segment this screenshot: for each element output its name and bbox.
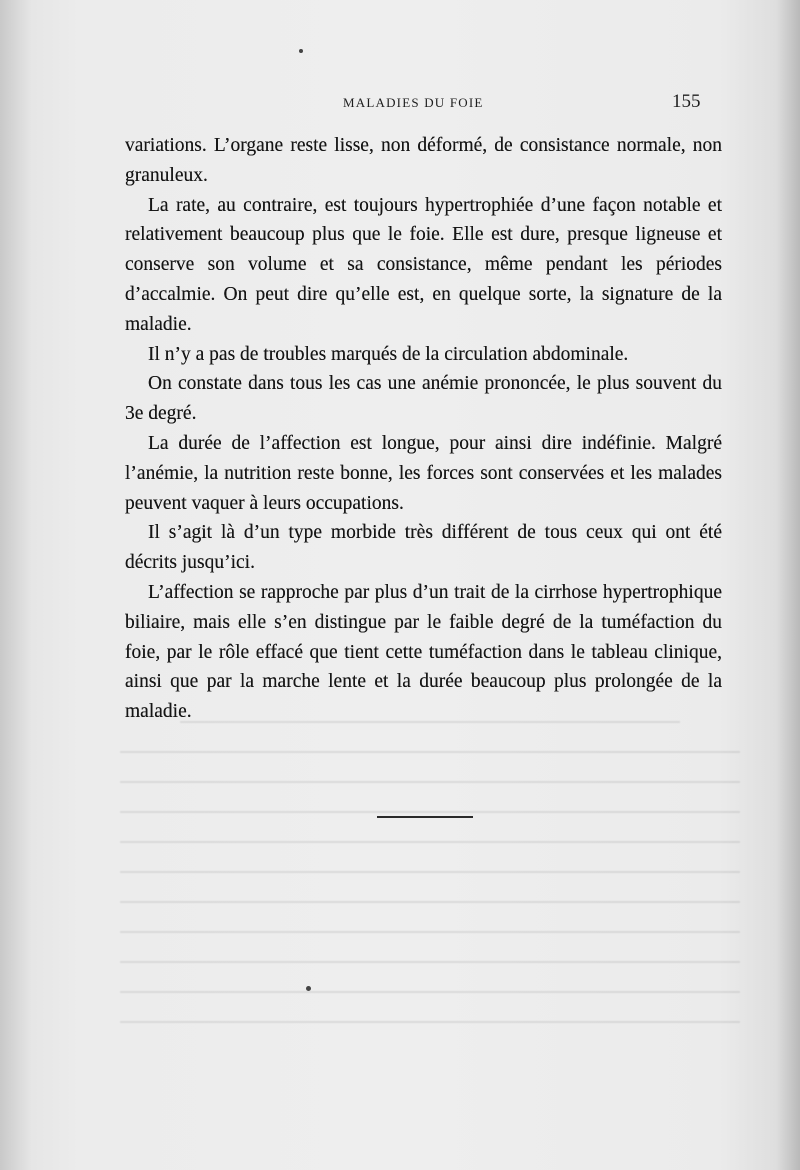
section-end-rule [377,816,473,818]
paragraph: L’affection se rapproche par plus d’un trait de la cirrhose hypertrophique biliaire, mais elle s’en distingue par le faible degré de la tuméfaction du foie, par le rôle effacé que tient cette tuméfaction dans le tableau clinique, ainsi que par la marche lente et la durée beaucoup plus prolongée de la maladie. [125,581,722,723]
ink-speck [299,49,303,53]
running-title: MALADIES DU FOIE [343,95,484,110]
paragraph: La rate, au contraire, est toujours hypertrophiée d’une façon notable et relativement beaucoup plus que le foie. Elle est dure, presque ligneuse et conserve son volume et sa consistance, même pendant les périodes d’accalmie. On peut dire qu’elle est, en quelque sorte, la signature de la maladie. [125,194,722,335]
paragraph: Il s’agit là d’un type morbide très différent de tous ceux qui ont été décrits jusqu’ici. [125,522,722,574]
body-text [125,131,722,727]
paragraph: variations. L’organe reste lisse, non déformé, de consistance normale, non granuleux. [125,135,722,186]
paragraph: On constate dans tous les cas une anémie prononcée, le plus souvent du 3e degré. [125,373,722,425]
page-number: 155 [672,91,701,112]
paragraph: La durée de l’affection est longue, pour ainsi dire indéfinie. Malgré l’anémie, la nutrition reste bonne, les forces sont conservées et les malades peuvent vaquer à leurs occupations. [125,432,722,514]
running-head [0,91,800,115]
ink-speck [306,986,311,991]
paragraph: Il n’y a pas de troubles marqués de la circulation abdominale. [148,343,629,365]
